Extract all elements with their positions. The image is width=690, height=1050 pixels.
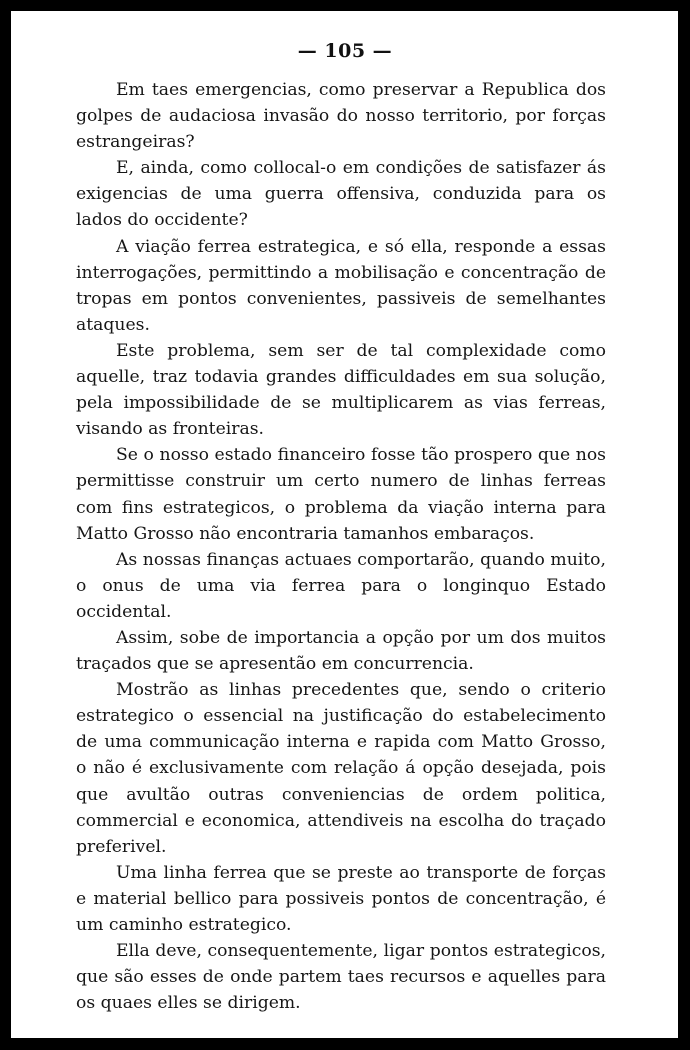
paragraph-9: Uma linha ferrea que se preste ao transporte de forças e material bellico para possiveis pontos de concentração, é um caminho estrategico.	[76, 862, 606, 935]
paragraph-8: Mostrão as linhas precedentes que, sendo o criterio estrategico o essencial na justificação do estabelecimento de uma communicação interna e rapida com Matto Grosso, o não é exclusivamente com relação á opção desejada, pois que avultão outras conveniencias de ordem politica, commercial e economica, attendiveis na escolha do traçado preferivel.	[76, 680, 606, 857]
paragraph-7: Assim, sobe de importancia a opção por um dos muitos traçados que se apresentão em concurrencia.	[76, 627, 606, 675]
paragraph-3: A viação ferrea estrategica, e só ella, responde a essas interrogações, permittindo a mobilisação e concentração de tropas em pontos convenientes, passiveis de semelhantes ataques.	[76, 236, 606, 335]
paragraph-1: Em taes emergencias, como preservar a Republica dos golpes de audaciosa invasão do nosso territorio, por forças estrangeiras?	[76, 80, 606, 153]
paragraph-6: As nossas finanças actuaes comportarão, quando muito, o onus de uma via ferrea para o longinquo Estado occidental.	[76, 549, 606, 622]
paragraph-10: Ella deve, consequentemente, ligar pontos estrategicos, que são esses de onde partem taes recursos e aquelles para os quaes elles se dirigem.	[76, 941, 606, 1014]
body-text	[76, 77, 606, 1016]
paragraph-2: E, ainda, como collocal-o em condições de satisfazer ás exigencias de uma guerra offensiva, conduzida para os lados do occidente?	[76, 158, 606, 231]
page-number: — 105 —	[297, 40, 393, 62]
paragraph-5: Se o nosso estado financeiro fosse tão prospero que nos permittisse construir um certo numero de linhas ferreas com fins estrategicos, o problema da viação interna para Matto Grosso não encontraria tamanhos embaraços.	[76, 445, 606, 544]
paragraph-4: Este problema, sem ser de tal complexidade como aquelle, traz todavia grandes difficuldades em sua solução, pela impossibilidade de se multiplicarem as vias ferreas, visando as fronteiras.	[76, 340, 606, 440]
